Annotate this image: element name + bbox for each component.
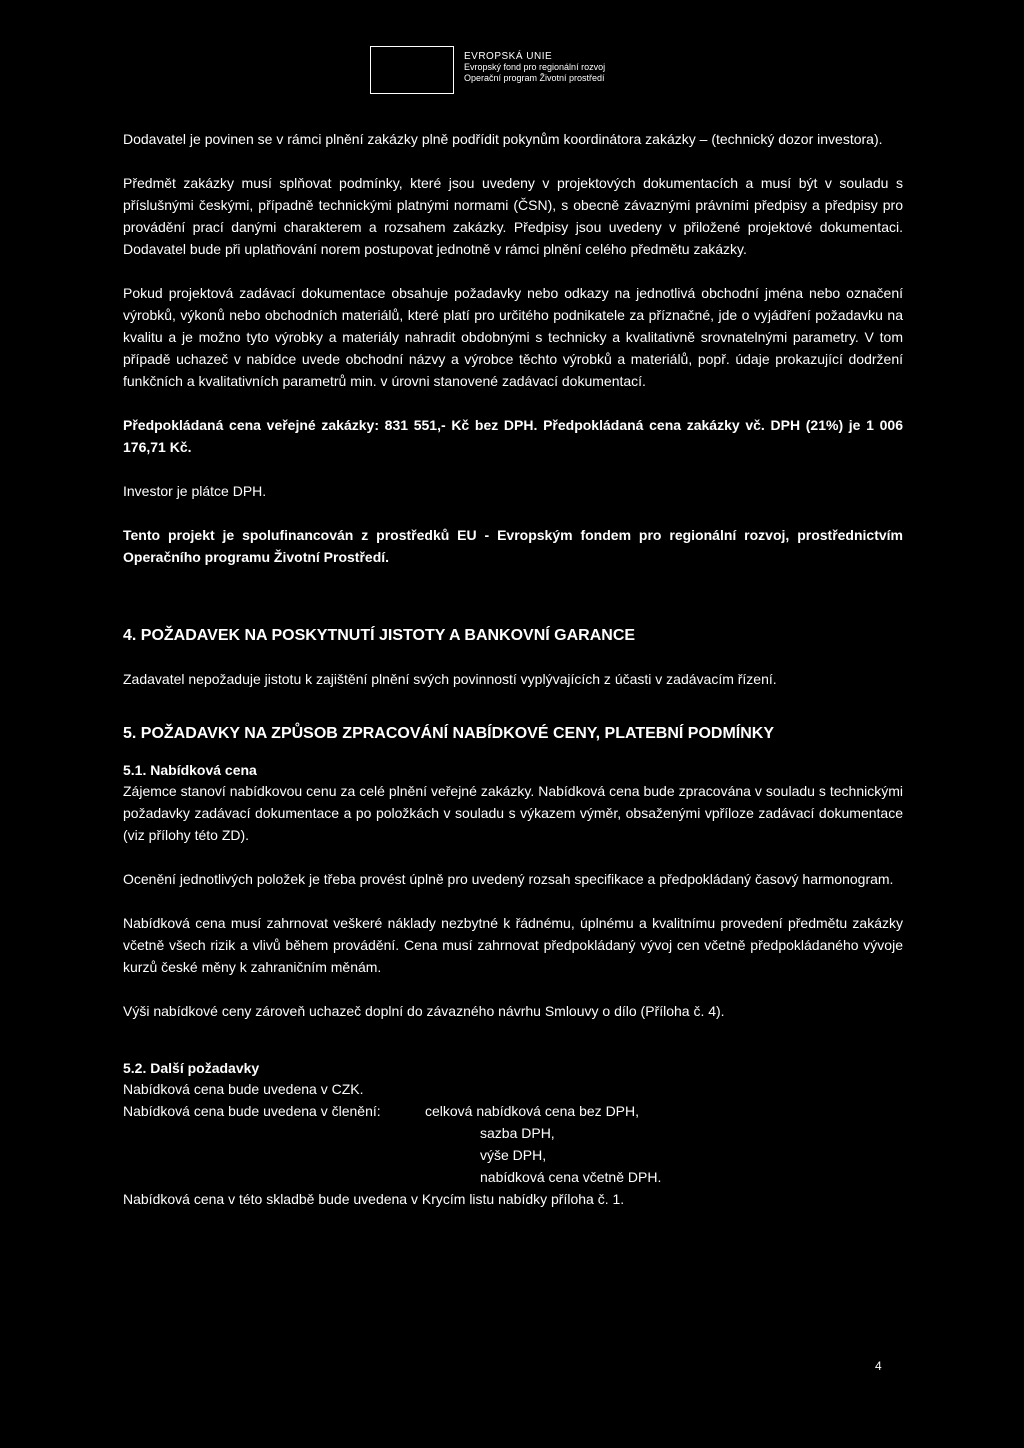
price-breakdown-item: výše DPH,	[480, 1147, 547, 1163]
subsection-5-1-p2: Ocenění jednotlivých položek je třeba provést úplně pro uvedený rozsah specifikace a předpokládaný časový harmonogram.	[123, 871, 894, 887]
subsection-5-2-last: Nabídková cena v této skladbě bude uvedena v Krycím listu nabídky příloha č. 1.	[123, 1191, 625, 1207]
price-breakdown-row	[123, 1100, 903, 1122]
section-4-text: Zadavatel nepožaduje jistotu k zajištění plnění svých povinností vyplývajících z účasti v zadávacím řízení.	[123, 671, 777, 687]
paragraph-coordinator: Dodavatel je povinen se v rámci plnění zakázky plně podřídit pokynům koordinátora zakázky – (technický dozor investora).	[123, 131, 883, 147]
header-line-fund: Evropský fond pro regionální rozvoj	[464, 62, 606, 72]
paragraph-trade-names: Pokud projektová zadávací dokumentace obsahuje požadavky nebo odkazy na jednotlivá obchodní jména nebo označení výrobků, výkonů nebo obchodních materiálů, které platí pro určitého podnikatele za příznačné, jde o vyjádření požadavku na kvalitu a je možno tyto výrobky a materiály nahradit obdobnými s technicky a kvalitativně srovnatelnými parametry. V tom případě uchazeč v nabídce uvede obchodní názvy a výrobce těchto výrobků a materiálů, popř. údaje prokazující dodržení funkčních a kvalitativních parametrů min. v úrovni stanovené zadávací dokumentací.	[123, 285, 903, 389]
header-line-program: Operační program Životní prostředí	[464, 73, 605, 83]
page-number: 4	[875, 1359, 882, 1373]
header	[370, 46, 605, 94]
subsection-5-1-p1: Zájemce stanoví nabídkovou cenu za celé plnění veřejné zakázky. Nabídková cena bude zpracována v souladu s technickými požadavky zadávací dokumentace a po položkách v souladu s výkazem výměr, obsaženými vpříloze zadávací dokumentace (viz přílohy této ZD).	[123, 783, 903, 843]
paragraph-requirements: Předmět zakázky musí splňovat podmínky, které jsou uvedeny v projektových dokumentacích a musí být v souladu s příslušnými českými, případně technickými platnými normami (ČSN), s obecně závaznými právními předpisy a předpisy pro provádění prací danými charakterem a rozsahem zakázky. Předpisy jsou uvedeny v přiložené projektové dokumentaci. Dodavatel bude při uplatňování norem postupovat jednotně v rámci plnění celého předmětu zakázky.	[123, 175, 903, 257]
paragraph-vat-payer: Investor je plátce DPH.	[123, 483, 267, 499]
paragraph-price: Předpokládaná cena veřejné zakázky: 831 551,- Kč bez DPH. Předpokládaná cena zakázky vč. DPH (21%) je 1 006 176,71 Kč.	[123, 417, 903, 455]
subsection-5-2-title: 5.2. Další požadavky	[123, 1060, 260, 1076]
document-body	[123, 128, 903, 1210]
eu-logo-box	[370, 46, 454, 94]
paragraph-cofinance: Tento projekt je spolufinancován z prostředků EU - Evropským fondem pro regionální rozvoj, prostřednictvím Operačního programu Životní Prostředí.	[123, 527, 903, 565]
price-breakdown-item: celková nabídková cena bez DPH,	[425, 1103, 640, 1119]
section-5-heading: 5. POŽADAVKY NA ZPŮSOB ZPRACOVÁNÍ NABÍDKOVÉ CENY, PLATEBNÍ PODMÍNKY	[123, 725, 775, 742]
subsection-5-1-p3: Nabídková cena musí zahrnovat veškeré náklady nezbytné k řádnému, úplnému a kvalitnímu provedení předmětu zakázky včetně všech rizik a vlivů během provádění. Cena musí zahrnovat předpokládaný vývoj cen včetně předpokládaného vývoje kurzů české měny k zahraničním měnám.	[123, 915, 903, 975]
header-line-eu: EVROPSKÁ UNIE	[464, 51, 553, 62]
section-4-heading: 4. POŽADAVEK NA POSKYTNUTÍ JISTOTY A BANKOVNÍ GARANCE	[123, 627, 636, 644]
subsection-5-1-title: 5.1. Nabídková cena	[123, 762, 257, 778]
header-text	[454, 46, 605, 94]
price-breakdown-item: nabídková cena včetně DPH.	[480, 1169, 662, 1185]
price-breakdown-item: sazba DPH,	[480, 1125, 555, 1141]
price-breakdown-label: Nabídková cena bude uvedena v členění:	[123, 1103, 381, 1119]
subsection-5-2-line1: Nabídková cena bude uvedena v CZK.	[123, 1081, 364, 1097]
subsection-5-1-p4: Výši nabídkové ceny zároveň uchazeč doplní do závazného návrhu Smlouvy o dílo (Příloha č. 4).	[123, 1003, 725, 1019]
